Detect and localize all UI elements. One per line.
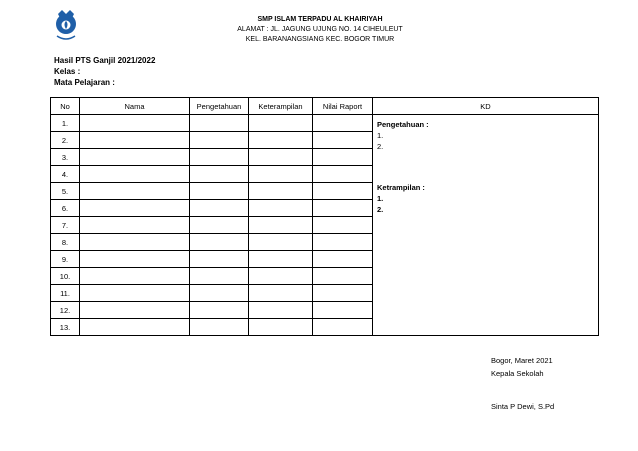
- keterampilan-cell[interactable]: [249, 149, 313, 166]
- nilai-raport-cell[interactable]: [313, 302, 373, 319]
- column-header-no: No: [51, 98, 80, 115]
- pengetahuan-cell[interactable]: [190, 132, 249, 149]
- nilai-raport-cell[interactable]: [313, 183, 373, 200]
- row-number: 10.: [51, 268, 80, 285]
- nama-cell[interactable]: [80, 166, 190, 183]
- grades-table: [50, 97, 599, 336]
- nilai-raport-cell[interactable]: [313, 132, 373, 149]
- nilai-raport-cell[interactable]: [313, 234, 373, 251]
- letterhead: [200, 15, 440, 45]
- keterampilan-cell[interactable]: [249, 166, 313, 183]
- address-line-1: ALAMAT : JL. JAGUNG UJUNG NO. 14 CIHEULEUT: [237, 26, 403, 33]
- pengetahuan-cell[interactable]: [190, 319, 249, 336]
- signature-role: Kepala Sekolah: [491, 369, 544, 378]
- keterampilan-cell[interactable]: [249, 183, 313, 200]
- row-number: 2.: [51, 132, 80, 149]
- column-header-nama: Nama: [80, 98, 190, 115]
- kd-keterampilan-item-1: 1.: [377, 194, 384, 203]
- pengetahuan-cell[interactable]: [190, 302, 249, 319]
- keterampilan-cell[interactable]: [249, 234, 313, 251]
- keterampilan-cell[interactable]: [249, 302, 313, 319]
- school-logo-icon: [54, 8, 78, 44]
- nilai-raport-cell[interactable]: [313, 319, 373, 336]
- pengetahuan-cell[interactable]: [190, 251, 249, 268]
- nama-cell[interactable]: [80, 149, 190, 166]
- nilai-raport-cell[interactable]: [313, 115, 373, 132]
- pengetahuan-cell[interactable]: [190, 183, 249, 200]
- keterampilan-cell[interactable]: [249, 319, 313, 336]
- nama-cell[interactable]: [80, 200, 190, 217]
- column-header-nilai-raport: Nilai Raport: [313, 98, 373, 115]
- address-line-2: KEL. BARANANGSIANG KEC. BOGOR TIMUR: [245, 36, 395, 43]
- keterampilan-cell[interactable]: [249, 217, 313, 234]
- row-number: 6.: [51, 200, 80, 217]
- subject-label: Mata Pelajaran :: [54, 78, 115, 87]
- school-name: SMP ISLAM TERPADU AL KHAIRIYAH: [257, 16, 383, 23]
- nilai-raport-cell[interactable]: [313, 217, 373, 234]
- pengetahuan-cell[interactable]: [190, 234, 249, 251]
- row-number: 5.: [51, 183, 80, 200]
- column-header-keterampilan: Keterampilan: [249, 98, 313, 115]
- row-number: 9.: [51, 251, 80, 268]
- table-row: [51, 115, 599, 132]
- nama-cell[interactable]: [80, 183, 190, 200]
- nilai-raport-cell[interactable]: [313, 268, 373, 285]
- keterampilan-cell[interactable]: [249, 200, 313, 217]
- nama-cell[interactable]: [80, 268, 190, 285]
- row-number: 3.: [51, 149, 80, 166]
- keterampilan-cell[interactable]: [249, 268, 313, 285]
- pengetahuan-cell[interactable]: [190, 149, 249, 166]
- nama-cell[interactable]: [80, 285, 190, 302]
- keterampilan-cell[interactable]: [249, 285, 313, 302]
- pengetahuan-cell[interactable]: [190, 268, 249, 285]
- nilai-raport-cell[interactable]: [313, 251, 373, 268]
- nilai-raport-cell[interactable]: [313, 166, 373, 183]
- pengetahuan-cell[interactable]: [190, 217, 249, 234]
- pengetahuan-cell[interactable]: [190, 285, 249, 302]
- nama-cell[interactable]: [80, 251, 190, 268]
- pengetahuan-cell[interactable]: [190, 115, 249, 132]
- signature-name: Sinta P Dewi, S.Pd: [491, 402, 555, 411]
- nama-cell[interactable]: [80, 302, 190, 319]
- kd-pengetahuan-item-1: 1.: [377, 131, 384, 140]
- row-number: 13.: [51, 319, 80, 336]
- row-number: 8.: [51, 234, 80, 251]
- row-number: 12.: [51, 302, 80, 319]
- nama-cell[interactable]: [80, 115, 190, 132]
- row-number: 11.: [51, 285, 80, 302]
- class-label: Kelas :: [54, 67, 81, 76]
- pengetahuan-cell[interactable]: [190, 200, 249, 217]
- table-header-row: [51, 98, 599, 115]
- nama-cell[interactable]: [80, 132, 190, 149]
- keterampilan-cell[interactable]: [249, 115, 313, 132]
- row-number: 4.: [51, 166, 80, 183]
- row-number: 1.: [51, 115, 80, 132]
- pengetahuan-cell[interactable]: [190, 166, 249, 183]
- nama-cell[interactable]: [80, 217, 190, 234]
- keterampilan-cell[interactable]: [249, 251, 313, 268]
- column-header-kd: KD: [373, 98, 599, 115]
- kd-pengetahuan-title: Pengetahuan :: [377, 120, 429, 129]
- kd-keterampilan-item-2: 2.: [377, 205, 384, 214]
- kd-cell: [373, 115, 599, 336]
- nilai-raport-cell[interactable]: [313, 149, 373, 166]
- nama-cell[interactable]: [80, 234, 190, 251]
- row-number: 7.: [51, 217, 80, 234]
- kd-keterampilan-title: Ketrampilan :: [377, 183, 425, 192]
- nama-cell[interactable]: [80, 319, 190, 336]
- report-meta: [54, 55, 155, 88]
- nilai-raport-cell[interactable]: [313, 200, 373, 217]
- nilai-raport-cell[interactable]: [313, 285, 373, 302]
- kd-pengetahuan-item-2: 2.: [377, 142, 384, 151]
- report-title: Hasil PTS Ganjil 2021/2022: [54, 56, 156, 65]
- keterampilan-cell[interactable]: [249, 132, 313, 149]
- signature-place-date: Bogor, Maret 2021: [491, 356, 553, 365]
- column-header-pengetahuan: Pengetahuan: [190, 98, 249, 115]
